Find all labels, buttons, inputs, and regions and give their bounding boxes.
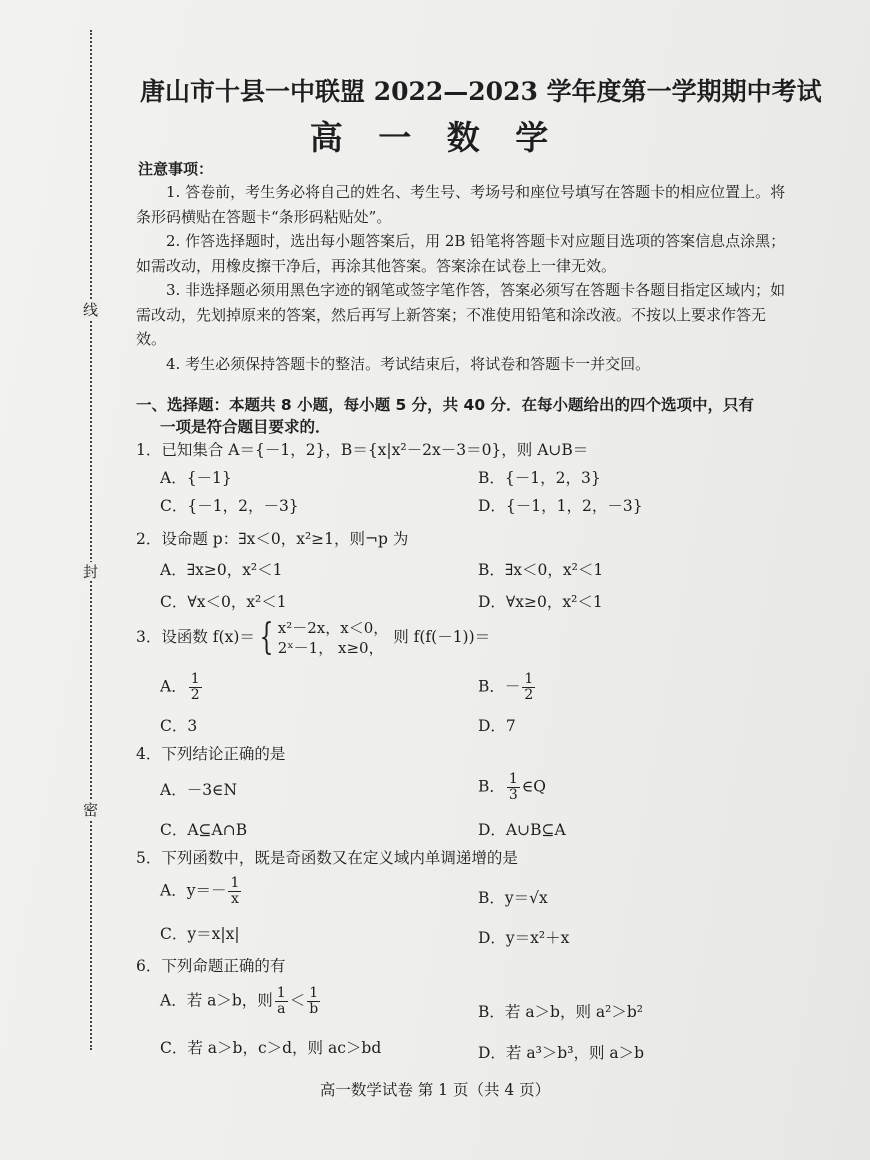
fraction-numerator: 1 <box>190 671 200 687</box>
fraction-numerator: 1 <box>276 985 286 1001</box>
notice-heading: 注意事项： <box>138 160 214 178</box>
fraction-numerator: 1 <box>230 875 240 891</box>
question-5-stem: 5．下列函数中，既是奇函数又在定义域内单调递增的是 <box>136 849 518 867</box>
fraction-numerator: 1 <box>524 671 534 687</box>
section-heading-line2: 一项是符合题目要求的． <box>160 418 331 436</box>
piecewise-case-2: 2ˣ－1， x≥0， <box>277 639 384 657</box>
option-label: B．－ <box>478 677 521 696</box>
less-than-sign: ＜ <box>289 991 306 1010</box>
fraction-denominator: 2 <box>524 687 534 703</box>
option-label: A．y＝－ <box>160 881 227 900</box>
notice-item: 1. 答卷前，考生务必将自己的姓名、考生号、考场号和座位号填写在答题卡的相应位置上。将条形码横贴在答题卡“条形码粘贴处”。 <box>136 183 786 226</box>
question-2-stem: 2．设命题 p：∃x＜0，x²≥1，则¬p 为 <box>136 530 409 548</box>
fraction-denominator: a <box>277 1001 286 1017</box>
question-3-option-c: C．3 <box>160 717 198 735</box>
question-1-option-b: B．{－1，2，3} <box>478 469 601 487</box>
fraction-denominator: b <box>309 1001 319 1017</box>
question-3-option-b <box>478 672 537 703</box>
notice-item: 3. 非选择题必须用黑色字迹的钢笔或签字笔作答，答案必须写在答题卡各题目指定区域内；如需改动，先划掉原来的答案，然后再写上新答案；不准使用铅笔和涂改液。不按以上要求作答无效。 <box>136 281 786 348</box>
question-6-option-d: D．若 a³＞b³，则 a＞b <box>478 1044 645 1062</box>
question-5-option-d: D．y＝x²＋x <box>478 929 570 947</box>
piecewise-cases <box>278 618 388 658</box>
question-2-option-d: D．∀x≥0，x²＜1 <box>478 593 603 611</box>
question-1-option-c: C．{－1，2，－3} <box>160 497 299 515</box>
fraction <box>189 672 202 703</box>
fraction <box>228 876 241 907</box>
binding-dotted-line <box>90 30 92 1050</box>
fraction-denominator: 2 <box>190 687 200 703</box>
exam-title: 唐山市十县一中联盟 2022—2023 学年度第一学期期中考试 <box>140 77 822 106</box>
binding-char-line: 线 <box>81 302 99 317</box>
question-6-stem: 6．下列命题正确的有 <box>136 957 286 975</box>
section-heading-line1: 一、选择题：本题共 8 小题，每小题 5 分，共 40 分．在每小题给出的四个选项中，只有 <box>136 396 755 414</box>
page-footer: 高一数学试卷 第 1 页（共 4 页） <box>319 1081 551 1099</box>
question-4-option-b <box>478 772 546 803</box>
question-1-option-d: D．{－1，1，2，－3} <box>478 497 643 515</box>
question-5-option-a <box>160 876 243 907</box>
question-1-stem: 1．已知集合 A＝{－1，2}，B＝{x|x²－2x－3＝0}，则 A∪B＝ <box>136 441 589 459</box>
fraction-denominator: 3 <box>508 787 518 803</box>
question-3-stem <box>136 618 490 658</box>
question-5-option-b: B．y＝√x <box>478 889 548 907</box>
binding-char-secret: 密 <box>81 802 99 817</box>
notice-item: 2. 作答选择题时，选出每小题答案后，用 2B 铅笔将答题卡对应题目选项的答案信息点涂黑；如需改动，用橡皮擦干净后，再涂其他答案。答案涂在试卷上一律无效。 <box>136 232 786 275</box>
question-4-stem: 4．下列结论正确的是 <box>136 745 286 763</box>
subject-title: 高 一 数 学 <box>309 118 561 157</box>
question-5-option-c: C．y＝x|x| <box>160 925 240 943</box>
notice-item: 4. 考生必须保持答题卡的整洁。考试结束后，将试卷和答题卡一并交回。 <box>166 354 651 373</box>
question-4-option-d: D．A∪B⊆A <box>478 821 566 839</box>
piecewise-case-1: x²－2x，x＜0， <box>277 619 389 637</box>
question-4-option-a: A．－3∈N <box>160 781 238 799</box>
question-1-option-a: A．{－1} <box>160 469 232 487</box>
question-3-option-d: D．7 <box>478 717 516 735</box>
question-2-option-a: A．∃x≥0，x²＜1 <box>160 561 283 579</box>
fraction <box>275 986 288 1017</box>
option-suffix: ∈Q <box>521 777 546 796</box>
question-2-option-c: C．∀x＜0，x²＜1 <box>160 593 287 611</box>
piecewise-brace: { <box>259 617 274 658</box>
question-4-option-c: C．A⊆A∩B <box>160 821 248 839</box>
option-label: A．若 a＞b，则 <box>160 991 273 1010</box>
question-3-option-a <box>160 672 204 703</box>
fraction <box>307 986 320 1017</box>
question-6-option-b: B．若 a＞b，则 a²＞b² <box>478 1003 643 1021</box>
fraction-denominator: x <box>230 891 239 907</box>
notice-list <box>136 180 792 376</box>
fraction <box>522 672 535 703</box>
fraction-numerator: 1 <box>309 985 319 1001</box>
section-heading <box>136 394 796 438</box>
option-label: B． <box>478 777 505 796</box>
fraction-numerator: 1 <box>508 771 518 787</box>
binding-char-seal: 封 <box>81 564 99 579</box>
fraction <box>507 772 520 803</box>
question-3-stem-pre: 3．设函数 f(x)＝ <box>136 628 255 646</box>
question-3-stem-post: 则 f(f(－1))＝ <box>393 628 491 646</box>
question-6-option-a <box>160 986 322 1017</box>
question-6-option-c: C．若 a＞b，c＞d，则 ac＞bd <box>160 1039 382 1057</box>
option-label: A． <box>160 677 187 696</box>
question-2-option-b: B．∃x＜0，x²＜1 <box>478 561 604 579</box>
